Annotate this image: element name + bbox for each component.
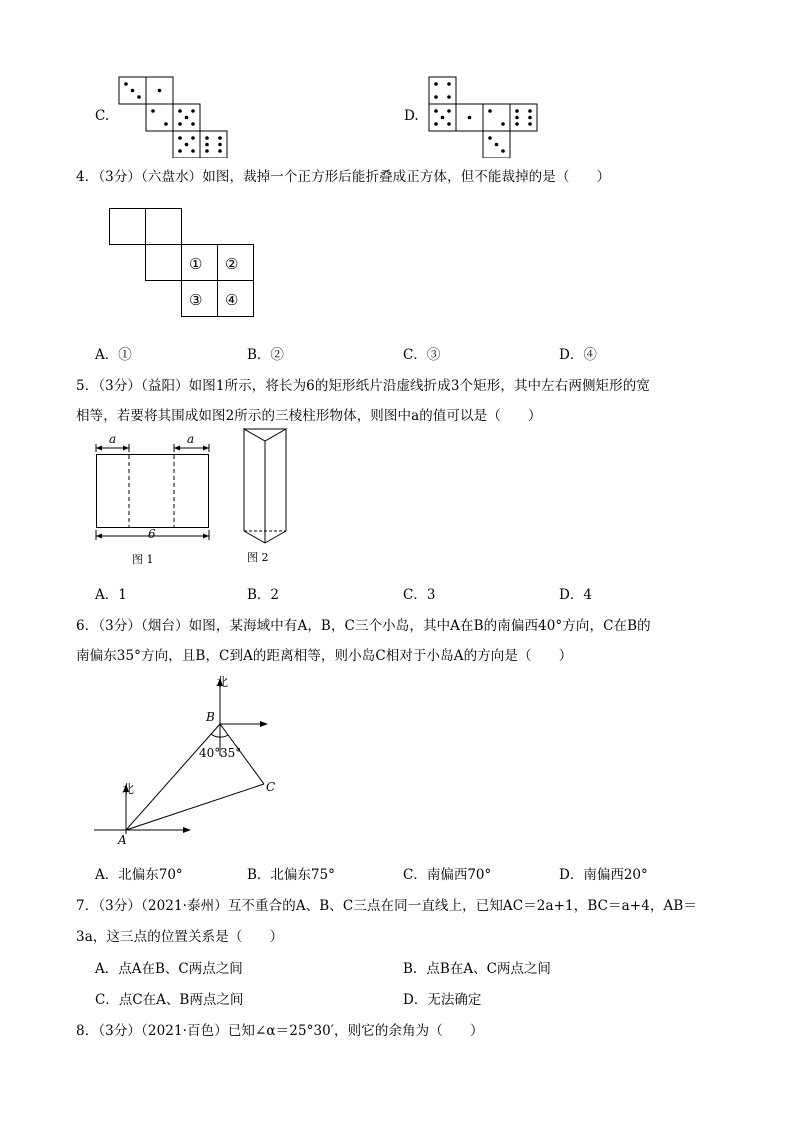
q6-angle-40: 40° bbox=[199, 746, 221, 760]
q8-stem: 8．（3分）（2021·百色）已知∠α＝25°30′，则它的余角为（ ） bbox=[76, 1023, 484, 1039]
q5-option-d[interactable]: D．4 bbox=[559, 587, 592, 603]
q6-option-a[interactable]: A．北偏东70° bbox=[95, 867, 183, 883]
q5-figure-1 bbox=[92, 432, 217, 568]
q5-fig1-length: 6 bbox=[148, 527, 156, 541]
q4-option-d[interactable]: D．④ bbox=[559, 347, 597, 363]
q6-point-c: C bbox=[266, 780, 276, 794]
q3-option-d-net bbox=[428, 76, 540, 158]
q6-option-d[interactable]: D．南偏西20° bbox=[559, 867, 648, 883]
q7-stem-line1: 7．（3分）（2021·泰州）互不重合的A、B、C三点在同一直线上，已知AC＝2a+1，BC＝a+4，AB＝ bbox=[76, 898, 697, 914]
q5-stem-line2: 相等，若要将其围成如图2所示的三棱柱形物体，则图中a的值可以是（ ） bbox=[76, 408, 542, 424]
q3-option-c-label: C. bbox=[95, 108, 110, 124]
q6-point-b: B bbox=[206, 710, 215, 724]
q3-option-d-label: D. bbox=[404, 108, 419, 124]
q5-fig1-a-right: a bbox=[187, 432, 195, 446]
q4-square-3: ③ bbox=[189, 291, 203, 309]
q6-angle-35: 35° bbox=[220, 746, 242, 760]
q6-stem-line1: 6．（3分）（烟台）如图，某海域中有A，B，C三个小岛，其中A在B的南偏西40°方向，C在B的 bbox=[76, 618, 651, 634]
q7-option-a[interactable]: A．点A在B、C两点之间 bbox=[95, 961, 243, 977]
q6-north-label-a: 北 bbox=[122, 782, 135, 796]
q4-stem: 4．（3分）（六盘水）如图，裁掉一个正方形后能折叠成正方体，但不能裁掉的是（ ） bbox=[76, 169, 611, 185]
q5-fig2-caption: 图 2 bbox=[247, 551, 269, 564]
q4-square-1: ① bbox=[189, 255, 203, 273]
q5-stem-line1: 5．（3分）（益阳）如图1所示，将长为6的矩形纸片沿虚线折成3个矩形，其中左右两侧矩形的宽 bbox=[76, 378, 650, 394]
q4-square-4: ④ bbox=[225, 291, 239, 309]
q6-option-b[interactable]: B．北偏东75° bbox=[247, 867, 335, 883]
q5-fig1-a-left: a bbox=[109, 432, 117, 446]
q4-square-2: ② bbox=[225, 255, 239, 273]
q6-option-c[interactable]: C．南偏西70° bbox=[403, 867, 492, 883]
q5-figure-2 bbox=[240, 424, 290, 568]
q4-net-figure bbox=[109, 208, 254, 318]
q5-option-b[interactable]: B．2 bbox=[247, 587, 280, 603]
q7-option-d[interactable]: D．无法确定 bbox=[403, 992, 482, 1008]
q5-fig1-caption: 图 1 bbox=[132, 553, 154, 566]
q3-option-c-net bbox=[118, 76, 230, 158]
q6-point-a: A bbox=[118, 833, 127, 847]
q4-option-c[interactable]: C．③ bbox=[403, 347, 441, 363]
q7-option-c[interactable]: C．点C在A、B两点之间 bbox=[95, 992, 244, 1008]
q4-option-a[interactable]: A．① bbox=[95, 347, 132, 363]
q7-stem-line2: 3a，这三点的位置关系是（ ） bbox=[76, 929, 284, 945]
q6-stem-line2: 南偏东35°方向，且B，C到A的距离相等，则小岛C相对于小岛A的方向是（ ） bbox=[76, 648, 573, 664]
q6-figure bbox=[90, 670, 290, 856]
q5-option-a[interactable]: A．1 bbox=[95, 587, 127, 603]
q7-option-b[interactable]: B．点B在A、C两点之间 bbox=[403, 961, 551, 977]
q6-north-label-b: 北 bbox=[216, 675, 229, 689]
q4-option-b[interactable]: B．② bbox=[247, 347, 284, 363]
q5-option-c[interactable]: C．3 bbox=[403, 587, 436, 603]
